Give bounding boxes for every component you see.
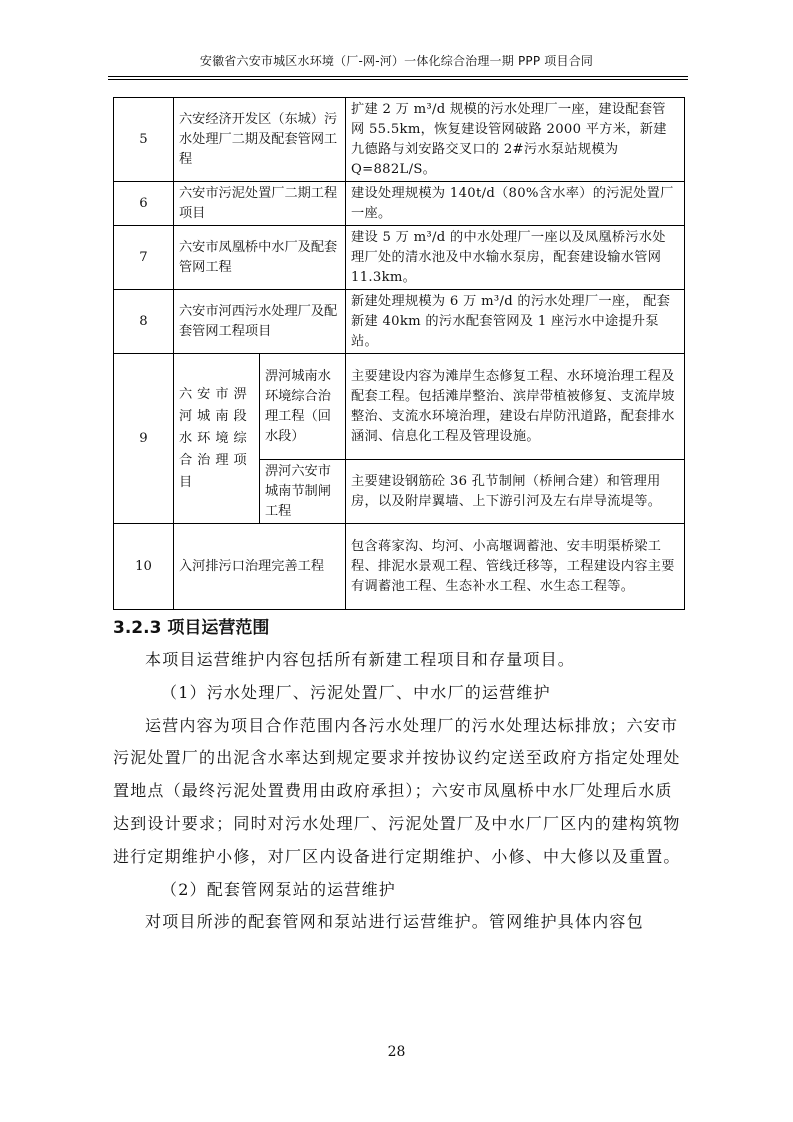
project-content: 扩建 2 万 m³/d 规模的污水处理厂一座，建设配套管网 55.5km，恢复建设管网破路 2000 平方米，新建九德路与刘安路交叉口的 2#污水泵站规模为 Q=882L/S。 xyxy=(346,98,685,182)
project-content: 包含蒋家沟、均河、小高堰调蓄池、安丰明渠桥梁工程、排泥水景观工程、管线迁移等，工程建设内容主要有调蓄池工程、生态补水工程、水生态工程等。 xyxy=(346,524,685,610)
project-table xyxy=(113,97,685,610)
subheading: （2）配套管网泵站的运营维护 xyxy=(161,879,396,899)
row-number: 7 xyxy=(114,226,174,290)
body-text xyxy=(113,644,688,939)
project-content: 主要建设内容为滩岸生态修复工程、水环境治理工程及配套工程。包括滩岸整治、滨岸带植被修复、支流岸坡整治、支流水环境治理，建设右岸防汛道路，配套排水涵洞、信息化工程及管理设施。 xyxy=(346,354,685,460)
row-number: 6 xyxy=(114,182,174,226)
row-number: 9 xyxy=(114,354,174,524)
page-header: 安徽省六安市城区水环境（厂-网-河）一体化综合治理一期 PPP 项目合同 xyxy=(199,54,594,68)
project-content: 建设处理规模为 140t/d（80%含水率）的污泥处置厂一座。 xyxy=(346,182,685,226)
table-row xyxy=(114,226,685,290)
header-rule xyxy=(108,76,688,77)
project-name: 入河排污口治理完善工程 xyxy=(174,524,346,610)
project-group-name: 六安市淠河城南段水环境综合治理项目 xyxy=(174,354,260,524)
project-name: 六安市污泥处置厂二期工程项目 xyxy=(174,182,346,226)
table-row xyxy=(114,182,685,226)
project-content: 新建处理规模为 6 万 m³/d 的污水处理厂一座， 配套新建 40km 的污水配套管网及 1 座污水中途提升泵站。 xyxy=(346,290,685,354)
section-title: 3.2.3 项目运营范围 xyxy=(113,618,270,638)
project-name: 六安经济开发区（东城）污水处理厂二期及配套管网工程 xyxy=(174,98,346,182)
paragraph: 运营内容为项目合作范围内各污水处理厂的污水处理达标排放；六安市污泥处置厂的出泥含水率达到规定要求并按协议约定送至政府方指定处理处置地点（最终污泥处置费用由政府承担）；六安市凤凰桥中水厂处理后水质达到设计要求；同时对污水处理厂、污泥处置厂及中水厂厂区内的建构筑物进行定期维护小修，对厂区内设备进行定期维护、小修、中大修以及重置。 xyxy=(113,715,681,866)
project-name: 六安市凤凰桥中水厂及配套管网工程 xyxy=(174,226,346,290)
page-number: 28 xyxy=(387,1044,406,1060)
project-name: 六安市河西污水处理厂及配套管网工程项目 xyxy=(174,290,346,354)
subproject-name: 淠河城南水环境综合治理工程（回水段） xyxy=(260,354,346,460)
header-rule-thin xyxy=(108,79,688,80)
project-content: 建设 5 万 m³/d 的中水处理厂一座以及凤凰桥污水处理厂处的清水池及中水输水泵房，配套建设输水管网 11.3km。 xyxy=(346,226,685,290)
subproject-name: 淠河六安市城南节制闸工程 xyxy=(260,460,346,524)
row-number: 5 xyxy=(114,98,174,182)
table-row xyxy=(114,290,685,354)
row-number: 8 xyxy=(114,290,174,354)
row-number: 10 xyxy=(114,524,174,610)
subheading: （1）污水处理厂、污泥处置厂、中水厂的运营维护 xyxy=(161,682,551,702)
table-row xyxy=(114,354,685,460)
project-content: 主要建设钢筋砼 36 孔节制闸（桥闸合建）和管理用房，以及附岸翼墙、上下游引河及左右岸导流堤等。 xyxy=(346,460,685,524)
table-row xyxy=(114,524,685,610)
paragraph: 本项目运营维护内容包括所有新建工程项目和存量项目。 xyxy=(145,650,576,669)
table-row xyxy=(114,98,685,182)
paragraph: 对项目所涉的配套管网和泵站进行运营维护。管网维护具体内容包 xyxy=(145,912,644,932)
